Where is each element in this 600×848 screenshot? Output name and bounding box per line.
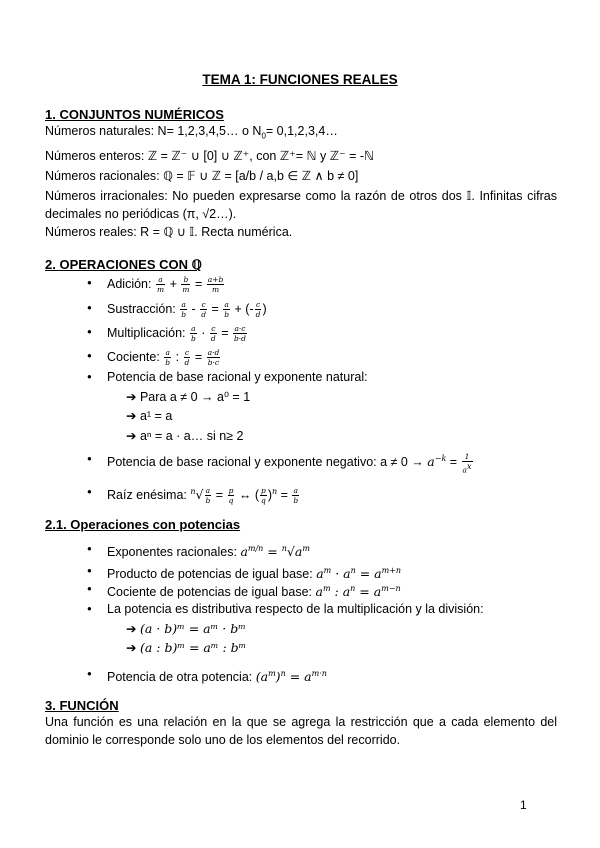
cociente-label: Cociente: — [107, 349, 160, 364]
bullet-raiz: ● Raíz enésima: $^n$√ $\frac{a}{b}$ = $\frac{p}{q}$ ↔ ( $\frac{p}{q}$ )$^n$ = $\frac{a}{b}$ — [90, 484, 300, 505]
bullet-distributiva: ● La potencia es distributiva respecto de la multiplicación y la división: — [90, 601, 484, 617]
section-3-heading: 3. FUNCIÓN — [45, 698, 119, 713]
arrow-item-3: ➔ aⁿ = a · a… si n≥ 2 — [126, 429, 244, 443]
page-number: 1 — [520, 798, 527, 812]
bullet-adicion: ● Adición: $\frac{a}{m}$ + $\frac{b}{m}$ = $\frac{a+b}{m}$ — [90, 275, 225, 294]
adicion-label: Adición: — [107, 276, 152, 291]
naturales-line — [45, 123, 338, 145]
section-1-heading: 1. CONJUNTOS NUMÉRICOS — [45, 107, 224, 122]
bullet-otra-potencia: ● Potencia de otra potencia: $(a^m)^n = a^{m\cdot n}$ — [90, 666, 327, 685]
bullet-exp-racionales: ● Exponentes racionales: $a^{m/n} = ^n√a^m$ — [90, 541, 310, 560]
section-2-heading: 2. OPERACIONES CON ℚ — [45, 257, 202, 272]
bullet-potencia-negativa: ● Potencia de base racional y exponente negativo: $a \ne 0 \to a^{-k}$ = $\frac{1}{a^x}$ — [90, 451, 474, 474]
bullet-cociente: ● Cociente: $\frac{a}{b}$ : $\frac{c}{d}$ = $\frac{a\cdot d}{b\cdot c}$ — [90, 348, 221, 367]
reales-line: Números reales: R = ℚ ∪ 𝕀. Recta numérica. — [45, 225, 293, 239]
bullet-sustraccion: ● Sustracción: $\frac{a}{b}$ - $\frac{c}{d}$ = $\frac{a}{b}$ + (- $\frac{c}{d}$ ) — [90, 300, 267, 319]
bullet-potencia-natural: ● Potencia de base racional y exponente natural: — [90, 369, 368, 385]
enteros-line: Números enteros: ℤ = ℤ⁻ ∪ [0] ∪ ℤ⁺, con ℤ⁺= ℕ y ℤ⁻ = -ℕ — [45, 149, 375, 163]
dist-item-1: ➔ (a · b)ᵐ = aᵐ · bᵐ — [126, 621, 246, 636]
arrow-item-2: ➔ a¹ = a — [126, 409, 173, 423]
page-title: TEMA 1: FUNCIONES REALES — [202, 72, 398, 87]
bullet-multiplicacion: ● Multiplicación: $\frac{a}{b}$ · $\frac{c}{d}$ = $\frac{a\cdot c}{b\cdot d}$ — [90, 324, 248, 343]
arrow-item-1: ➔ Para a ≠ 0 → a⁰ = 1 — [126, 390, 251, 404]
section-2-1-heading: 2.1. Operaciones con potencias — [45, 517, 241, 532]
sustraccion-label: Sustracción: — [107, 301, 176, 316]
dist-item-2: ➔ (a : b)ᵐ = aᵐ : bᵐ — [126, 640, 247, 655]
naturales-text: Números naturales: N= 1,2,3,4,5… o N — [45, 124, 262, 138]
racionales-line: Números racionales: ℚ = 𝔽 ∪ ℤ = [a/b / a,b ∈ ℤ ∧ b ≠ 0] — [45, 169, 359, 183]
funcion-definition: Una función es una relación en la que se agrega la restricción que a cada elemento del dominio le corresponde solo uno de los elementos del recorrido. — [45, 715, 557, 747]
bullet-producto: ● Producto de potencias de igual base: $a^m \cdot a^n = a^{m+n}$ — [90, 563, 401, 582]
naturales-rest: = 0,1,2,3,4… — [265, 124, 338, 138]
bullet-cociente-potencias: ● Cociente de potencias de igual base: $a^m$ : $a^n = a^{m-n}$ — [90, 581, 401, 600]
multiplicacion-label: Multiplicación: — [107, 325, 186, 340]
irracionales-para: Números irracionales: No pueden expresarse como la razón de otros dos 𝕀. Infinitas cifras decimales no periódicas (π, √2…). — [45, 189, 557, 221]
naturales-subscript: 0 — [261, 131, 266, 141]
